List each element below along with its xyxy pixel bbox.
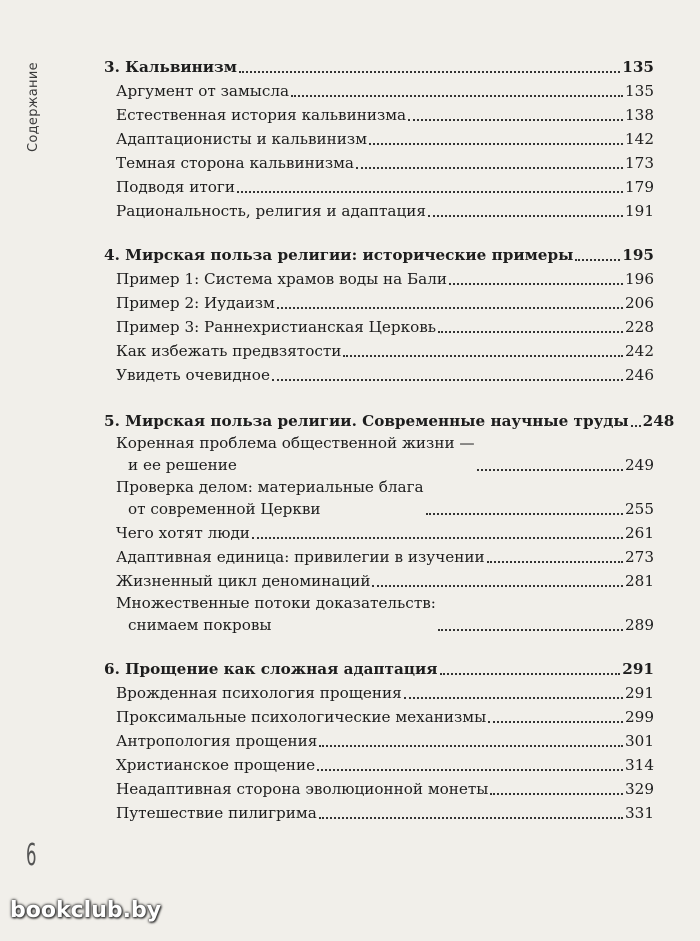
page-number: 6 — [26, 838, 37, 873]
toc-entry[interactable]: Пример 1: Система храмов воды на Бали 196 — [116, 270, 654, 288]
toc-entry[interactable]: Увидеть очевидное 246 — [116, 366, 654, 384]
toc-entry[interactable]: Путешествие пилигрима 331 — [116, 804, 654, 822]
toc-entry[interactable]: Аргумент от замысла 135 — [116, 82, 654, 100]
toc-entry[interactable]: Антропология прощения 301 — [116, 732, 654, 750]
toc-entry[interactable]: Проксимальные психологические механизмы 299 — [116, 708, 654, 726]
toc-entry[interactable]: Множественные потоки доказательств: снимаем покровы 289 — [116, 594, 654, 634]
toc-chapter-6 — [104, 656, 654, 824]
toc-chapter-4 — [104, 242, 654, 386]
toc-entry[interactable]: 6. Прощение как сложная адаптация 291 — [104, 660, 654, 678]
toc-chapter-3 — [104, 54, 654, 222]
toc-entry[interactable]: Как избежать предвзятости 242 — [116, 342, 654, 360]
toc-entry[interactable]: 5. Мирская польза религии. Современные научные труды 248 — [104, 412, 675, 430]
table-of-contents — [104, 54, 675, 844]
toc-entry[interactable]: Темная сторона кальвинизма 173 — [116, 154, 654, 172]
toc-entry[interactable]: Врожденная психология прощения 291 — [116, 684, 654, 702]
toc-entry[interactable]: Адаптационисты и кальвинизм 142 — [116, 130, 654, 148]
toc-entry[interactable]: 3. Кальвинизм 135 — [104, 58, 654, 76]
toc-entry[interactable]: Естественная история кальвинизма 138 — [116, 106, 654, 124]
toc-entry[interactable]: Христианское прощение 314 — [116, 756, 654, 774]
running-head: Содержание — [26, 62, 41, 152]
toc-chapter-5 — [104, 408, 675, 636]
toc-entry[interactable]: Пример 3: Раннехристианская Церковь 228 — [116, 318, 654, 336]
toc-entry[interactable]: Жизненный цикл деноминаций 281 — [116, 572, 654, 590]
toc-entry[interactable]: Чего хотят люди 261 — [116, 524, 654, 542]
toc-entry[interactable]: Адаптивная единица: привилегии в изучении 273 — [116, 548, 654, 566]
toc-entry[interactable]: Пример 2: Иудаизм 206 — [116, 294, 654, 312]
toc-entry[interactable]: Рациональность, религия и адаптация 191 — [116, 202, 654, 220]
toc-entry[interactable]: 4. Мирская польза религии: исторические примеры 195 — [104, 246, 654, 264]
toc-entry[interactable]: Подводя итоги 179 — [116, 178, 654, 196]
toc-entry[interactable]: Коренная проблема общественной жизни — и ее решение 249 — [116, 434, 654, 474]
toc-entry[interactable]: Проверка делом: материальные блага от современной Церкви 255 — [116, 478, 654, 518]
watermark: bookclub.by — [10, 898, 162, 923]
toc-entry[interactable]: Неадаптивная сторона эволюционной монеты 329 — [116, 780, 654, 798]
